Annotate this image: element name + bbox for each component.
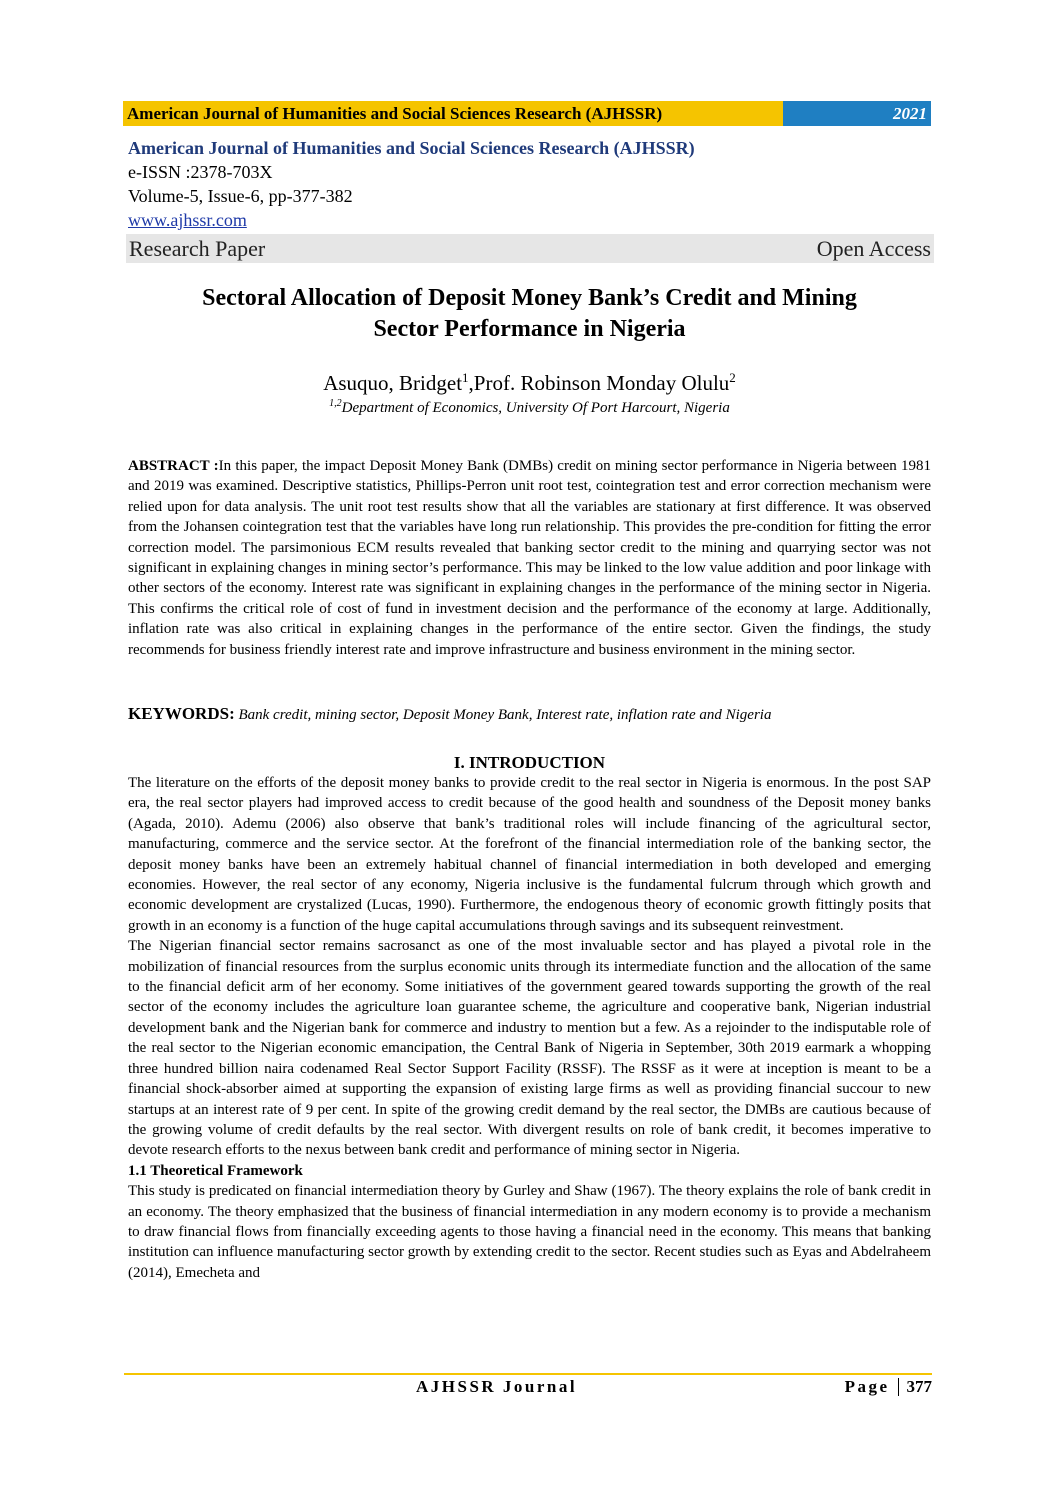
journal-meta	[128, 136, 934, 232]
meta-volume: Volume-5, Issue-6, pp-377-382	[128, 186, 353, 206]
author-1-sup: 1	[462, 370, 469, 385]
footer-page-separator	[898, 1378, 899, 1396]
author-2-sup: 2	[729, 370, 736, 385]
keywords	[128, 704, 931, 725]
author-2: ,Prof. Robinson Monday Olulu	[468, 371, 730, 395]
affiliation	[128, 394, 931, 418]
header-journal-name: American Journal of Humanities and Social Sciences Research (AJHSSR)	[123, 101, 783, 126]
intro-paragraph-2: The Nigerian financial sector remains sacrosanct as one of the most invaluable sector and has played a pivotal role in the mobilization of financial resources from the surplus economic units through its intermediate function and the allocation of the same to the financial deficit arm of her economy. Some initiatives of the government geared towards supporting the growth of the real sector of the economy includes the agriculture loan guarantee scheme, the agriculture and cooperative bank, Nigerian industrial development bank and the Nigerian bank for commerce and industry to mention but a few. As a rejoinder to the indisputable role of the real sector to the Nigerian economic emancipation, the Central Bank of Nigeria in September, 30th 2019 earmark a whopping three hundred billion naira codenamed Real Sector Support Facility (RSSF). The RSSF as it were at inception is meant to be a financial shock-absorber aimed at supporting the expansion of existing large firms as well as providing financial succour to new startups at an interest rate of 9 per cent. In spite of the growing credit demand by the real sector, the DMBs are cautious because of the growing volume of credit defaults by the real sector. With divergent results on role of bank credit, it becomes imperative to devote research efforts to the nexus between bank credit and performance of mining sector in Nigeria.	[128, 938, 931, 1159]
affiliation-text: Department of Economics, University Of Port Harcourt, Nigeria	[341, 400, 730, 416]
title-line-2: Sector Performance in Nigeria	[373, 316, 686, 342]
paper-type-bar	[126, 234, 934, 263]
author-list	[128, 364, 931, 397]
keywords-label: KEYWORDS:	[128, 704, 235, 723]
author-1: Asuquo, Bridget	[323, 371, 463, 395]
access-type: Open Access	[816, 235, 931, 261]
abstract-text: In this paper, the impact Deposit Money Bank (DMBs) credit on mining sector performance in Nigeria between 1981 and 2019 was examined. Descriptive statistics, Phillips-Perron unit root test, cointegration test and error correction mechanism were relied upon for data analysis. The unit root test results show that all the variables are stationary at first difference. It was observed from the Johansen cointegration test that the variables have long run relationship. This provides the pre-condition for fitting the error correction model. The parsimonious ECM results revealed that banking sector credit to the mining and quarrying sector was not significant in explaining changes in mining sector’s performance. This may be linked to the low value addition and poor linkage with other sectors of the economy. Interest rate was significant in explaining changes in the performance of the mining sector in Nigeria. This confirms the critical role of cost of fund in investment decision and the performance of the economy at large. Additionally, inflation rate was also critical in explaining changes in the performance of the entire sector. Given the findings, the study recommends for business friendly interest rate and improve infrastructure and business environment in the mining sector.	[128, 458, 931, 658]
introduction-body	[128, 773, 931, 1283]
intro-paragraph-3: This study is predicated on financial intermediation theory by Gurley and Shaw (1967). The theory explains the role of bank credit in an economy. The theory emphasized that the business of financial intermediation in any modern economy is to provide a mechanism to draw financial flows from financially exceeding agents to those having a financial need in the economy. This means that banking institution can influence manufacturing sector growth by extending credit to the sector. Recent studies such as Eyas and Abdelraheem (2014), Emecheta and	[128, 1183, 931, 1281]
keywords-text: Bank credit, mining sector, Deposit Money Bank, Interest rate, inflation rate and Nigeria	[238, 707, 772, 723]
paper-title	[128, 283, 931, 345]
footer-rule	[124, 1373, 932, 1375]
affiliation-sup: 1,2	[329, 398, 342, 409]
intro-paragraph-1: The literature on the efforts of the deposit money banks to provide credit to the real sector in Nigeria is enormous. In the post SAP era, the real sector players had improved access to credit because of the good health and soundness of the Deposit money banks (Agada, 2010). Ademu (2006) also observe that bank’s traditional roles will include financing of the agricultural sector, manufacturing, commerce and the service sector. At the forefront of the financial intermediation role of the banking sector, the deposit money banks have been an extremely habitual channel of financial intermediation in both developed and emerging economies. However, the real sector of any economy, Nigeria inclusive is the fundamental fulcrum through which growth and economic development are crystalized (Lucas, 1990). Furthermore, the endogenous theory of economic growth fittingly posits that growth in an economy is a function of the huge capital accumulations through savings and its subsequent reinvestment.	[128, 775, 931, 934]
abstract	[128, 456, 931, 660]
subsection-heading-theoretical-framework: 1.1 Theoretical Framework	[128, 1162, 303, 1179]
footer-page	[845, 1376, 932, 1398]
meta-eissn: e-ISSN :2378-703X	[128, 162, 273, 182]
journal-header-bar	[123, 101, 931, 126]
footer-page-label: Page	[844, 1377, 890, 1396]
footer-page-number: 377	[906, 1377, 932, 1396]
footer-journal: AJHSSR Journal	[416, 1377, 578, 1396]
paper-type: Research Paper	[129, 235, 266, 261]
header-year: 2021	[783, 101, 931, 126]
section-heading-introduction: I. INTRODUCTION	[453, 753, 606, 772]
meta-journal-name: American Journal of Humanities and Social Sciences Research (AJHSSR)	[128, 138, 695, 158]
journal-url-link[interactable]: www.ajhssr.com	[128, 210, 247, 230]
abstract-label: ABSTRACT :	[128, 458, 219, 474]
title-line-1: Sectoral Allocation of Deposit Money Bank’s Credit and Mining	[202, 285, 857, 311]
